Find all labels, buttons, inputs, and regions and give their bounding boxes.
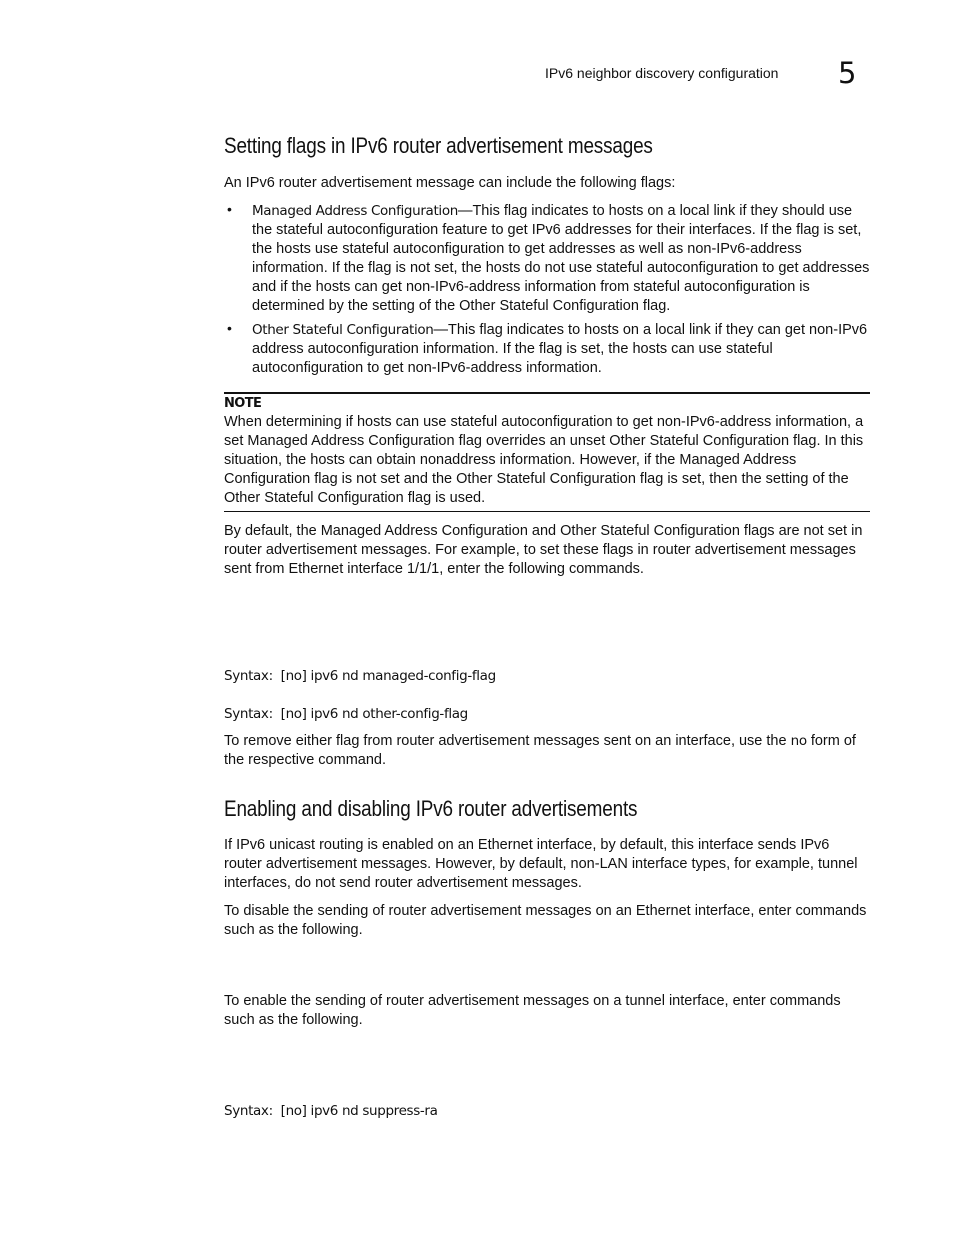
note-text: When determining if hosts can use stateful autoconfiguration to get non-IPv6-address information, a set Managed Address Configuration flag overrides an unset Other Stateful Configuration flag. In this situation, the hosts can obtain nonaddress information. However, if the Managed Address Configuration flag is not set and the Other Stateful Configuration flag is set, then the setting of the Other Stateful Configuration flag is used. xyxy=(224,414,864,506)
bullet-description: —This flag indicates to hosts on a local link if they can get non-IPv6 address autoconfiguration information. If the flag is set, the hosts can use stateful autoconfiguration to get non-IPv6-address information. xyxy=(252,322,868,376)
chapter-number: 5 xyxy=(838,56,857,90)
section-heading-router-advertisements: Enabling and disabling IPv6 router advertisements xyxy=(224,796,638,821)
bullet-description: —This flag indicates to hosts on a local link if they should use the stateful autoconfiguration feature to get IPv6 addresses for their interfaces. If the flag is set, the hosts use stateful autoconfiguration to get addresses as well as non-IPv6-address information. If the flag is not set, the hosts do not use stateful autoconfiguration to get addresses and if the hosts can get non-IPv6-address information from stateful autoconfiguration is determined by the setting of the Other Stateful Configuration flag. xyxy=(252,203,870,314)
note-bottom-rule xyxy=(224,511,870,512)
note-top-rule xyxy=(224,392,870,394)
bullet-term: Other Stateful Configuration xyxy=(252,322,434,338)
remove-flag-text-end: form of the respective command. xyxy=(224,733,856,768)
syntax-other-config-flag: Syntax: [no] ipv6 nd other-config-flag xyxy=(224,706,468,722)
bullet-dot-icon: • xyxy=(227,320,232,336)
intro-paragraph: An IPv6 router advertisement message can include the following flags: xyxy=(224,175,676,191)
no-keyword: no xyxy=(790,733,807,749)
remove-flag-text-start: To remove either flag from router advertisement messages sent on an interface, use the xyxy=(224,733,791,749)
remove-flag-paragraph xyxy=(224,732,870,770)
bullet-other-stateful xyxy=(252,321,870,378)
default-flags-paragraph: By default, the Managed Address Configuration and Other Stateful Configuration flags are not set in router advertisement messages. For example, to set these flags in router advertisement messages sent from Ethernet interface 1/1/1, enter the following commands. xyxy=(224,523,863,577)
section-heading-flags: Setting flags in IPv6 router advertisement messages xyxy=(224,133,653,158)
note-label: NOTE xyxy=(224,396,262,411)
bullet-managed-address xyxy=(252,202,870,316)
syntax-managed-config-flag: Syntax: [no] ipv6 nd managed-config-flag xyxy=(224,668,496,684)
bullet-term: Managed Address Configuration xyxy=(252,203,458,219)
syntax-suppress-ra: Syntax: [no] ipv6 nd suppress-ra xyxy=(224,1103,438,1119)
running-header-title: IPv6 neighbor discovery configuration xyxy=(545,65,779,81)
enable-ra-paragraph: To enable the sending of router advertisement messages on a tunnel interface, enter commands such as the following. xyxy=(224,993,841,1028)
bullet-dot-icon: • xyxy=(227,201,232,217)
disable-ra-paragraph: To disable the sending of router advertisement messages on an Ethernet interface, enter commands such as the following. xyxy=(224,903,867,938)
unicast-routing-paragraph: If IPv6 unicast routing is enabled on an Ethernet interface, by default, this interface sends IPv6 router advertisement messages. However, by default, non-LAN interface types, for example, tunnel interfaces, do not send router advertisement messages. xyxy=(224,837,858,891)
